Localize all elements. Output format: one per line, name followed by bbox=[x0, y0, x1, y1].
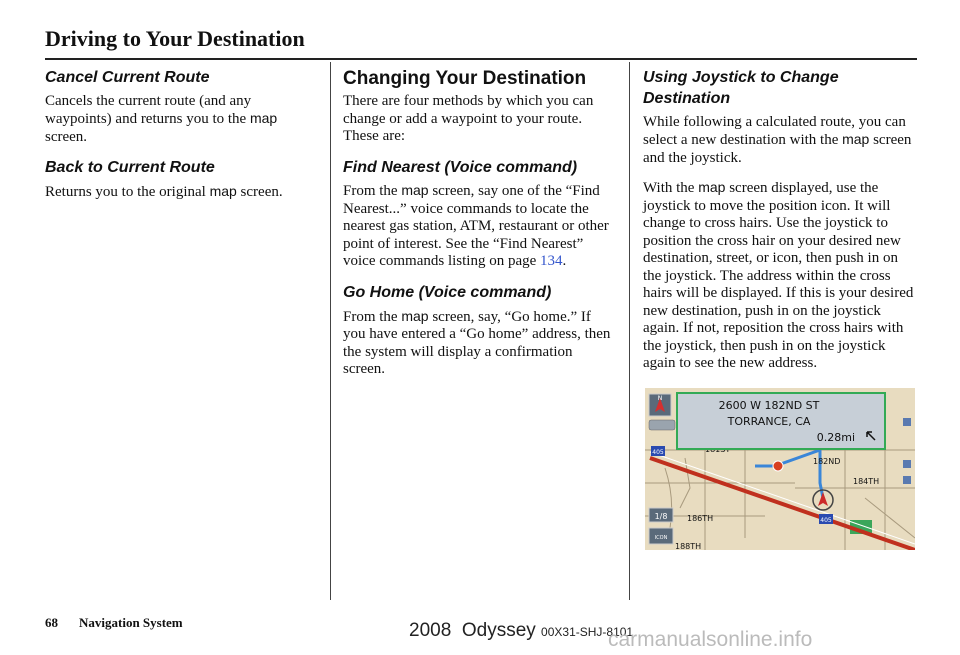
cancel-route-text bbox=[45, 93, 317, 147]
joystick-heading: Using Joystick to Change Destination bbox=[643, 69, 839, 107]
street-label: 188TH bbox=[675, 542, 702, 550]
model-code: 00X31-SHJ-8101 bbox=[541, 625, 634, 639]
page-number: 68 bbox=[45, 615, 58, 630]
text-run: With the bbox=[643, 180, 699, 197]
text-run: From the bbox=[343, 308, 402, 325]
text-run: screen displayed, use the joystick to move the position icon. It will change to cross hairs. Use the joystick to position the cross hair on your desired new destination, street, or icon, then push in on the joystick. The address within the cross hairs will be displayed. If this is your desired new destination, push in on the joystick again. If not, reposition the cross hairs with the joystick, then push in on the joystick again to see the new address. bbox=[643, 180, 914, 372]
destination-flag-icon bbox=[773, 461, 783, 471]
find-nearest-text bbox=[343, 182, 615, 271]
back-route-text bbox=[45, 183, 317, 202]
map-graphic bbox=[645, 388, 915, 550]
joystick-text-2 bbox=[643, 179, 918, 373]
footer-section-name: Navigation System bbox=[79, 615, 183, 630]
column-divider bbox=[330, 62, 331, 600]
map-keyword: map bbox=[209, 183, 237, 200]
street-label: 186TH bbox=[687, 514, 714, 523]
map-keyword: map bbox=[698, 179, 726, 196]
text-run: screen, say, “Go home.” If you have entered a “Go home” address, then the system will display a confirmation screen. bbox=[343, 308, 611, 378]
column-2 bbox=[343, 66, 615, 391]
go-home-text bbox=[343, 308, 615, 379]
street-label: 182ND bbox=[813, 457, 841, 466]
scale-button[interactable] bbox=[649, 508, 673, 522]
text-run: screen. bbox=[45, 128, 88, 145]
map-mode-button[interactable] bbox=[649, 420, 675, 430]
back-route-heading: Back to Current Route bbox=[45, 159, 215, 177]
shield-label: 405 bbox=[820, 517, 832, 524]
cancel-route-heading: Cancel Current Route bbox=[45, 69, 210, 86]
watermark: carmanualsonline.info bbox=[608, 628, 813, 651]
text-run: From the bbox=[343, 183, 402, 200]
column-1 bbox=[45, 66, 317, 214]
compass-label: N bbox=[657, 395, 663, 402]
icon-button[interactable] bbox=[649, 528, 673, 544]
address-line-2: TORRANCE, CA bbox=[727, 415, 811, 428]
column-divider bbox=[629, 62, 630, 600]
map-keyword: map bbox=[842, 131, 870, 148]
text-run: Returns you to the original bbox=[45, 184, 210, 201]
find-nearest-heading: Find Nearest (Voice command) bbox=[343, 158, 578, 176]
text-run: screen. bbox=[236, 184, 283, 201]
text-run: screen and the joystick. bbox=[643, 132, 912, 166]
changing-destination-heading: Changing Your Destination bbox=[343, 68, 587, 89]
map-keyword: map bbox=[401, 182, 429, 199]
text-run: While following a calculated route, you can select a new destination with the bbox=[643, 113, 906, 149]
model-year: 2008 bbox=[409, 620, 452, 641]
text-run: Cancels the current route (and any waypoints) and returns you to the bbox=[45, 92, 252, 128]
scale-label: 1/8 bbox=[654, 512, 668, 521]
joystick-text-1 bbox=[643, 114, 918, 168]
address-line-1: 2600 W 182ND ST bbox=[718, 399, 820, 412]
street-label: 184TH bbox=[853, 477, 880, 486]
navigation-map-screenshot bbox=[645, 388, 915, 550]
page-link[interactable]: 134 bbox=[540, 253, 563, 270]
shield-label: 405 bbox=[652, 449, 664, 456]
text-run: . bbox=[562, 253, 567, 270]
page-title: Driving to Your Destination bbox=[45, 26, 305, 51]
changing-destination-intro: There are four methods by which you can change or add a waypoint to your route. These are: bbox=[343, 93, 594, 144]
icon-button-label: ICON bbox=[654, 535, 668, 541]
freeway-shield-icon bbox=[819, 514, 833, 524]
footer-model bbox=[409, 620, 633, 642]
text-run: screen, say one of the “Find Nearest...” voice commands to locate the nearest gas station, ATM, restaurant or other point of interest. See the “Find Nearest” voice commands listing on page bbox=[343, 183, 609, 270]
freeway-shield-icon bbox=[651, 446, 665, 456]
column-3 bbox=[643, 66, 918, 385]
map-keyword: map bbox=[401, 307, 429, 324]
go-home-heading: Go Home (Voice command) bbox=[343, 283, 552, 301]
title-rule bbox=[45, 58, 917, 60]
compass-button[interactable] bbox=[649, 394, 671, 416]
map-keyword: map bbox=[249, 110, 278, 127]
distance-readout: 0.28mi bbox=[816, 431, 855, 444]
model-name: Odyssey bbox=[461, 620, 536, 641]
address-popup bbox=[677, 393, 885, 449]
